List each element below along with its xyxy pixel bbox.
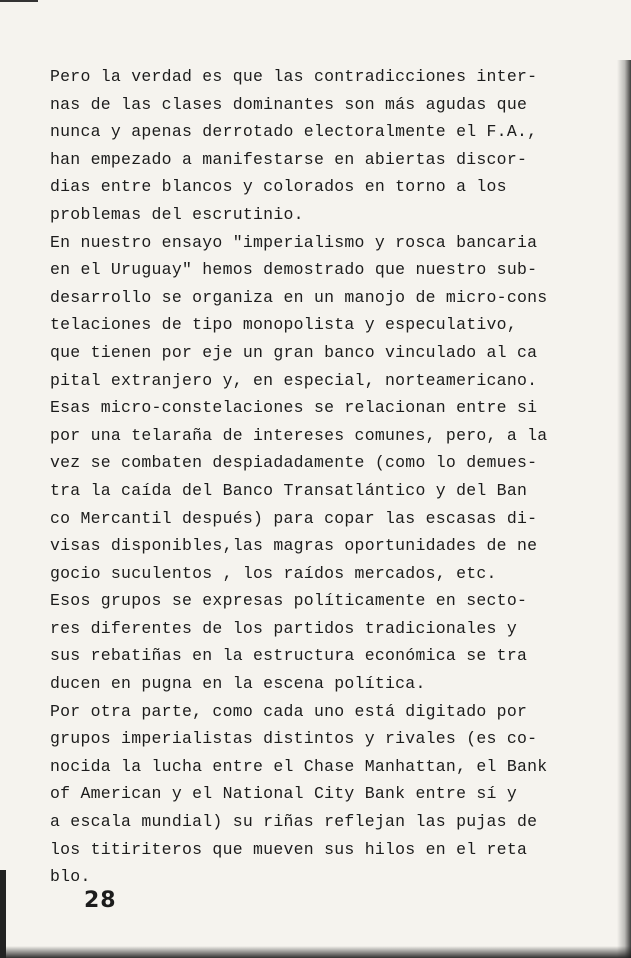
text-line: Por otra parte, como cada uno está digitado por	[50, 701, 528, 721]
text-line: que tienen por eje un gran banco vinculado al ca	[50, 342, 538, 362]
text-line: vez se combaten despiadadamente (como lo demues-	[50, 453, 538, 473]
page-edge-shadow-right	[617, 60, 631, 958]
page-number: 28	[84, 888, 117, 913]
text-line: grupos imperialistas distintos y rivales (es co-	[50, 729, 538, 749]
text-line: telaciones de tipo monopolista y especulativo,	[50, 315, 517, 335]
text-line: gocio suculentos , los raídos mercados, etc.	[50, 563, 497, 583]
page-edge-shadow-bottom	[0, 946, 631, 958]
text-line: nunca y apenas derrotado electoralmente el F.A.,	[50, 122, 538, 142]
text-line: en el Uruguay" hemos demostrado que nuestro sub-	[50, 260, 538, 280]
text-line: dias entre blancos y colorados en torno a los	[50, 177, 507, 197]
text-line: En nuestro ensayo "imperialismo y rosca bancaria	[50, 232, 538, 252]
scan-mark	[0, 0, 38, 2]
page-edge-shadow-left	[0, 870, 6, 958]
text-line: nas de las clases dominantes son más agudas que	[50, 94, 528, 114]
text-line: tra la caída del Banco Transatlántico y del Ban	[50, 480, 528, 500]
text-line: res diferentes de los partidos tradicionales y	[50, 618, 517, 638]
text-line: visas disponibles,las magras oportunidades de ne	[50, 536, 538, 556]
text-line: of American y el National City Bank entre sí y	[50, 784, 517, 804]
text-line: por una telaraña de intereses comunes, pero, a la	[50, 425, 548, 445]
text-line: Esas micro-constelaciones se relacionan entre si	[50, 398, 538, 418]
text-line: los titiriteros que mueven sus hilos en el reta	[50, 839, 528, 859]
text-line: co Mercantil después) para copar las escasas di-	[50, 508, 538, 528]
text-line: Esos grupos se expresas políticamente en secto-	[50, 591, 528, 611]
text-line: han empezado a manifestarse en abiertas discor-	[50, 149, 528, 169]
text-line: problemas del escrutinio.	[50, 204, 304, 224]
text-line: a escala mundial) su riñas reflejan las pujas de	[50, 812, 538, 832]
text-line: pital extranjero y, en especial, norteamericano.	[50, 370, 538, 390]
text-line: Pero la verdad es que las contradicciones inter-	[50, 67, 538, 86]
text-line: desarrollo se organiza en un manojo de micro-cons	[50, 287, 548, 307]
text-line: sus rebatiñas en la estructura económica se tra	[50, 646, 528, 666]
text-line: nocida la lucha entre el Chase Manhattan, el Bank	[50, 756, 548, 776]
body-text	[50, 63, 595, 891]
text-line: blo.	[50, 867, 91, 887]
text-line: ducen en pugna en la escena política.	[50, 674, 426, 694]
